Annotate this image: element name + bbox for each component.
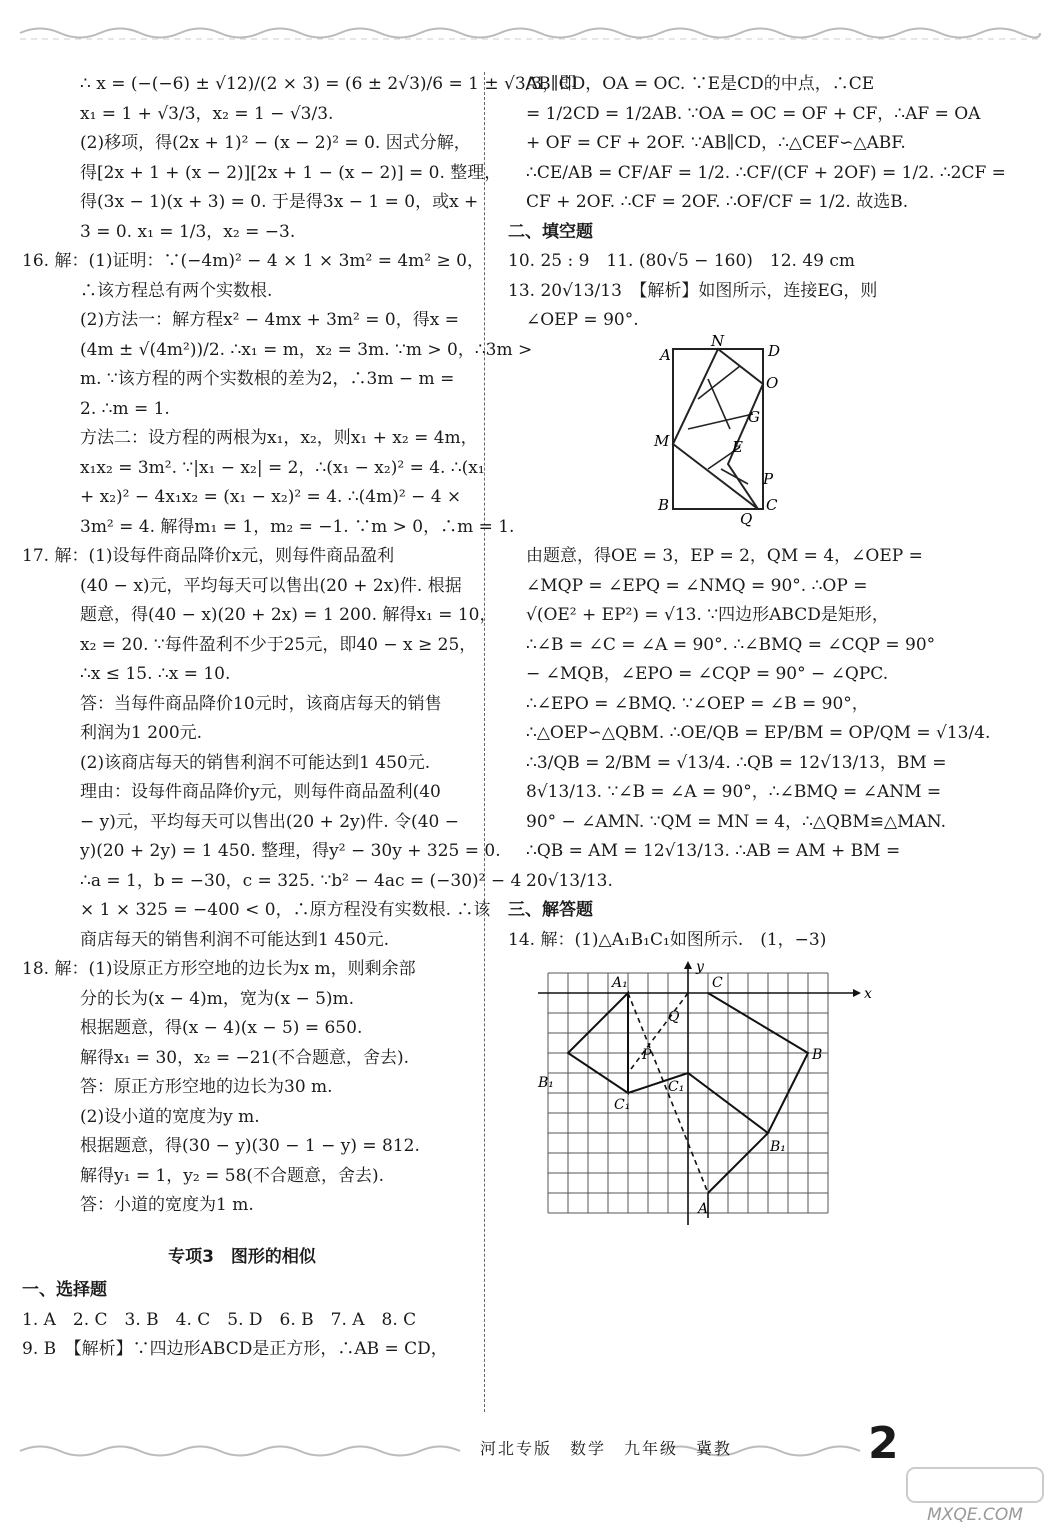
question-17-start: 17. 解：(1)设每件商品降价x元，则每件商品盈利 (22, 546, 395, 566)
text-line: 解得y₁ = 1，y₂ = 58(不合题意，舍去). (80, 1165, 385, 1186)
text-line: y)(20 + 2y) = 1 450. 整理，得y² − 30y + 325 = 0. (80, 841, 501, 861)
section-title: 专项3 图形的相似 (168, 1246, 316, 1267)
text-line: = 1/2CD = 1/2AB. ∵OA = OC = OF + CF，∴AF = OA (526, 103, 981, 124)
text-line: (40 − x)元，平均每天可以售出(20 + 2x)件. 根据 (80, 575, 462, 596)
column-divider (484, 72, 485, 1412)
text-line: 方法二：设方程的两根为x₁，x₂，则x₁ + x₂ = 4m， (80, 428, 478, 448)
top-decorative-border (20, 22, 1040, 44)
watermark-text: MXQE.COM (927, 1505, 1023, 1525)
label-G: G (748, 407, 760, 426)
watermark-logo-icon (905, 1466, 1045, 1526)
text-line: 90° − ∠AMN. ∵QM = MN = 4，∴△QBM≌△MAN. (526, 811, 946, 832)
text-line: ∠OEP = 90°. (526, 310, 639, 330)
right-column (508, 70, 1006, 1252)
label-M: M (654, 431, 670, 450)
text-line: 商店每天的销售利润不可能达到1 450元. (80, 929, 390, 950)
text-line: (2)该商店每天的销售利润不可能达到1 450元. (80, 752, 431, 773)
text-line: 分的长为(x − 4)m，宽为(x − 5)m. (80, 988, 355, 1009)
subsection-heading: 二、填空题 (508, 221, 593, 242)
question-16-start: 16. 解：(1)证明：∵(−4m)² − 4 × 1 × 3m² = 4m² ≥ 0， (22, 251, 484, 271)
text-line: (2)移项，得(2x + 1)² − (x − 2)² = 0. 因式分解， (80, 133, 471, 153)
text-line: 20√13/13. (526, 870, 613, 891)
figure-13-rectangle (508, 331, 920, 528)
text-line: ∴CE/AB = CF/AF = 1/2. ∴CF/(CF + 2OF) = 1/2. ∴2CF = (526, 162, 1006, 183)
label-D: D (768, 341, 781, 360)
text-line: 题意，得(40 − x)(20 + 2x) = 1 200. 解得x₁ = 10， (80, 605, 497, 625)
text-line: m. ∵该方程的两个实数根的差为2，∴3m − m = (80, 369, 455, 389)
choice-answers: 1. A 2. C 3. B 4. C 5. D 6. B 7. A 8. C (22, 1309, 417, 1330)
label-B1: B₁ (538, 1075, 554, 1091)
label-P: P (642, 1047, 652, 1063)
text-line: 答：当每件商品降价10元时，该商店每天的销售 (80, 693, 442, 714)
label-O: O (766, 373, 779, 392)
question-9-start: 9. B 【解析】∵四边形ABCD是正方形，∴AB = CD， (22, 1339, 448, 1359)
text-line: ∴x ≤ 15. ∴x = 10. (80, 664, 231, 684)
label-A1: A₁ (612, 975, 628, 991)
question-14-start: 14. 解：(1)△A₁B₁C₁如图所示. (1，−3) (508, 929, 827, 950)
fill-answers: 10. 25 : 9 11. (80√5 − 160) 12. 49 cm (508, 251, 856, 271)
text-line: 得(3x − 1)(x + 3) = 0. 于是得3x − 1 = 0，或x + (80, 192, 479, 212)
text-line: − y)元，平均每天可以售出(20 + 2y)件. 令(40 − (80, 811, 459, 832)
question-18-start: 18. 解：(1)设原正方形空地的边长为x m，则剩余部 (22, 959, 416, 979)
text-line: x₁ = 1 + √3/3，x₂ = 1 − √3/3. (80, 103, 334, 124)
label-C1-upper: C₁ (668, 1079, 685, 1095)
x-axis-arrow (853, 989, 861, 997)
text-line: (4m ± √(4m²))/2. ∴x₁ = m，x₂ = 3m. ∵m > 0，∴3m > (80, 339, 533, 360)
text-line: 由题意，得OE = 3，EP = 2，QM = 4，∠OEP = (526, 546, 923, 566)
label-N: N (711, 331, 725, 350)
footer-info: 河北专版 数学 九年级 冀教 (480, 1439, 733, 1458)
text-line: 根据题意，得(30 − y)(30 − 1 − y) = 812. (80, 1136, 420, 1156)
label-x: x (864, 986, 872, 1002)
figure-14-coordinate-grid (508, 959, 920, 1233)
text-line: 根据题意，得(x − 4)(x − 5) = 650. (80, 1018, 363, 1038)
text-line: 2. ∴m = 1. (80, 398, 170, 419)
subsection-heading: 一、选择题 (22, 1280, 107, 1300)
text-line: (2)方法一：解方程x² − 4mx + 3m² = 0，得x = (80, 310, 459, 330)
label-A: A (698, 1201, 709, 1217)
unused (628, 1093, 768, 1193)
label-C: C (712, 975, 723, 991)
label-Q: Q (668, 1009, 680, 1025)
label-C1-lower: C₁ (614, 1097, 631, 1113)
text-line: − ∠MQB，∠EPO = ∠CQP = 90° − ∠QPC. (526, 664, 889, 684)
triangle-c1b-side (628, 1073, 768, 1133)
label-B: B (658, 495, 670, 514)
label-C: C (766, 495, 778, 514)
label-P: P (763, 469, 774, 488)
text-line: √(OE² + EP²) = √13. ∵四边形ABCD是矩形， (526, 605, 889, 625)
text-line: ∴△OEP∽△QBM. ∴OE/QB = EP/BM = OP/QM = √13/4. (526, 723, 991, 743)
question-13-start: 13. 20√13/13 【解析】如图所示，连接EG，则 (508, 280, 878, 301)
label-B1-lower: B₁ (770, 1139, 786, 1155)
text-line: + x₂)² − 4x₁x₂ = (x₁ − x₂)² = 4. ∴(4m)² − 4 × (80, 487, 462, 507)
text-line: (2)设小道的宽度为y m. (80, 1106, 260, 1127)
text-line: 3 = 0. x₁ = 1/3，x₂ = −3. (80, 221, 296, 242)
text-line: 答：小道的宽度为1 m. (80, 1195, 254, 1215)
text-line: ∴∠B = ∠C = ∠A = 90°. ∴∠BMQ = ∠CQP = 90° (526, 634, 936, 655)
text-line: + OF = CF + 2OF. ∵AB∥CD，∴△CEF∽△ABF. (526, 133, 906, 153)
text-line: × 1 × 325 = −400 < 0，∴原方程没有实数根. ∴该 (80, 900, 491, 920)
text-line: x₂ = 20. ∵每件盈利不少于25元，即40 − x ≥ 25， (80, 634, 477, 655)
label-y: y (696, 959, 704, 975)
triangle-a1b1c1 (568, 993, 628, 1093)
text-line: 解得x₁ = 30，x₂ = −21(不合题意，舍去). (80, 1047, 410, 1068)
label-B: B (812, 1047, 823, 1063)
text-line: CF + 2OF. ∴CF = 2OF. ∴OF/CF = 1/2. 故选B. (526, 192, 909, 212)
text-line: 得[2x + 1 + (x − 2)][2x + 1 − (x − 2)] = 0. 整理， (80, 162, 502, 183)
text-line: ∴ x = (−(−6) ± √12)/(2 × 3) = (6 ± 2√3)/6 = 1 ± √3/3，即 (80, 74, 577, 94)
text-line: 理由：设每件商品降价y元，则每件商品盈利(40 (80, 782, 441, 802)
text-line: ∴a = 1，b = −30，c = 325. ∵b² − 4ac = (−30)² − 4 (80, 870, 522, 891)
text-line: 利润为1 200元. (80, 723, 203, 743)
text-line: 答：原正方形空地的边长为30 m. (80, 1077, 333, 1097)
text-line: 8√13/13. ∵∠B = ∠A = 90°，∴∠BMQ = ∠ANM = (526, 782, 942, 802)
label-E: E (732, 437, 743, 456)
subsection-heading: 三、解答题 (508, 900, 593, 920)
text-line: ∴3/QB = 2/BM = √13/4. ∴QB = 12√13/13，BM = (526, 752, 947, 773)
text-line: ∴QB = AM = 12√13/13. ∴AB = AM + BM = (526, 841, 901, 861)
text-line: ∴∠EPO = ∠BMQ. ∵∠OEP = ∠B = 90°， (526, 693, 869, 714)
page-number: 2 (868, 1418, 899, 1469)
y-axis-arrow (684, 961, 692, 969)
text-line: ∠MQP = ∠EPQ = ∠NMQ = 90°. ∴OP = (526, 575, 868, 596)
text-line: AB∥CD，OA = OC. ∵E是CD的中点，∴CE (526, 74, 875, 94)
text-line: 3m² = 4. 解得m₁ = 1，m₂ = −1. ∵m > 0，∴m = 1. (80, 516, 515, 537)
grid-shape-outline (673, 349, 763, 509)
label-A: A (660, 345, 671, 364)
text-line: x₁x₂ = 3m². ∵|x₁ − x₂| = 2，∴(x₁ − x₂)² = 4. ∴(x₁ (80, 457, 485, 478)
text-line: ∴该方程总有两个实数根. (80, 280, 273, 301)
label-Q: Q (740, 509, 753, 528)
